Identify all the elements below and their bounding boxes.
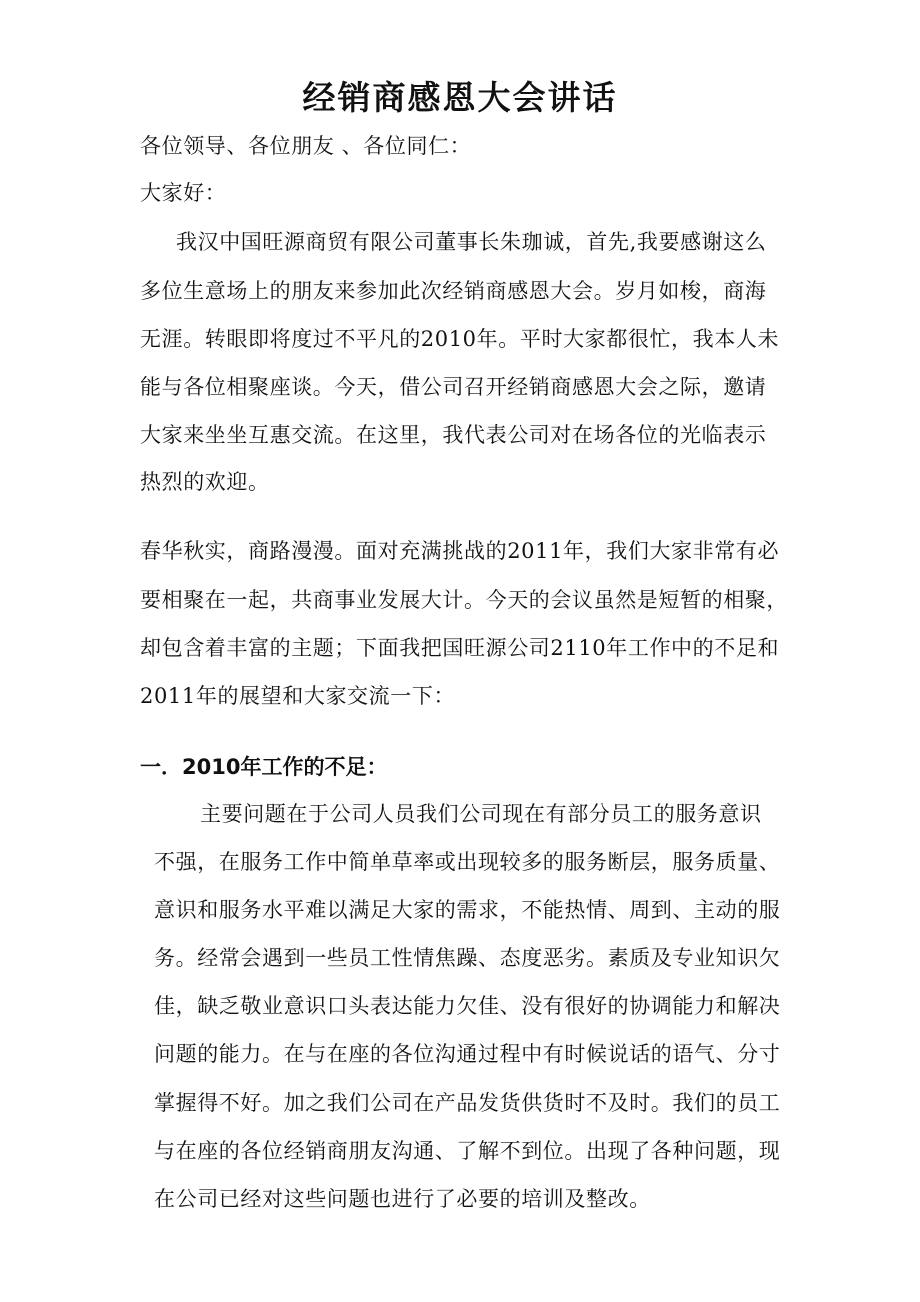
paragraph2-line: 春华秋实，商路漫漫。面对充满挑战的2011年，我们大家非常有必 bbox=[140, 539, 780, 563]
section1-paragraph-line: 务。经常会遇到一些员工性情焦躁、态度恶劣。素质及专业知识欠 bbox=[154, 946, 781, 970]
section1-heading: 一．2010年工作的不足： bbox=[140, 755, 388, 779]
section1-paragraph-line: 主要问题在于公司人员我们公司现在有部分员工的服务意识 bbox=[200, 802, 762, 826]
paragraph1-line: 热烈的欢迎。 bbox=[140, 470, 270, 494]
paragraph1-line: 多位生意场上的朋友来参加此次经销商感恩大会。岁月如梭，商海 bbox=[140, 279, 767, 303]
section1-paragraph-line: 掌握得不好。加之我们公司在产品发货供货时不及时。我们的员工 bbox=[154, 1091, 781, 1115]
document-title: 经销商感恩大会讲话 bbox=[302, 78, 618, 117]
paragraph1-line: 无涯。转眼即将度过不平凡的2010年。平时大家都很忙，我本人未 bbox=[140, 327, 780, 351]
paragraph1-line: 我汉中国旺源商贸有限公司董事长朱珈诚，首先,我要感谢这么 bbox=[176, 230, 767, 254]
section1-paragraph-line: 意识和服务水平难以满足大家的需求，不能热情、周到、主动的服 bbox=[154, 898, 781, 922]
section1-paragraph-line: 与在座的各位经销商朋友沟通、了解不到位。出现了各种问题，现 bbox=[154, 1139, 781, 1163]
paragraph2-line: 却包含着丰富的主题；下面我把国旺源公司2110年工作中的不足和 bbox=[140, 636, 780, 660]
greeting: 大家好： bbox=[140, 181, 227, 205]
paragraph1-line: 大家来坐坐互惠交流。在这里，我代表公司对在场各位的光临表示 bbox=[140, 423, 767, 447]
paragraph2-line: 2011年的展望和大家交流一下： bbox=[140, 684, 456, 708]
paragraph1-line: 能与各位相聚座谈。今天，借公司召开经销商感恩大会之际，邀请 bbox=[140, 375, 767, 399]
paragraph2-line: 要相聚在一起，共商事业发展大计。今天的会议虽然是短暂的相聚， bbox=[140, 588, 788, 612]
salutation: 各位领导、各位朋友 、各位同仁： bbox=[140, 134, 472, 158]
section1-paragraph-line: 不强，在服务工作中简单草率或出现较多的服务断层，服务质量、 bbox=[154, 850, 781, 874]
section1-paragraph-line: 问题的能力。在与在座的各位沟通过程中有时候说话的语气、分寸 bbox=[154, 1042, 781, 1066]
section1-paragraph-line: 佳，缺乏敬业意识口头表达能力欠佳、没有很好的协调能力和解决 bbox=[154, 994, 781, 1018]
section1-paragraph-line: 在公司已经对这些问题也进行了必要的培训及整改。 bbox=[154, 1187, 651, 1211]
